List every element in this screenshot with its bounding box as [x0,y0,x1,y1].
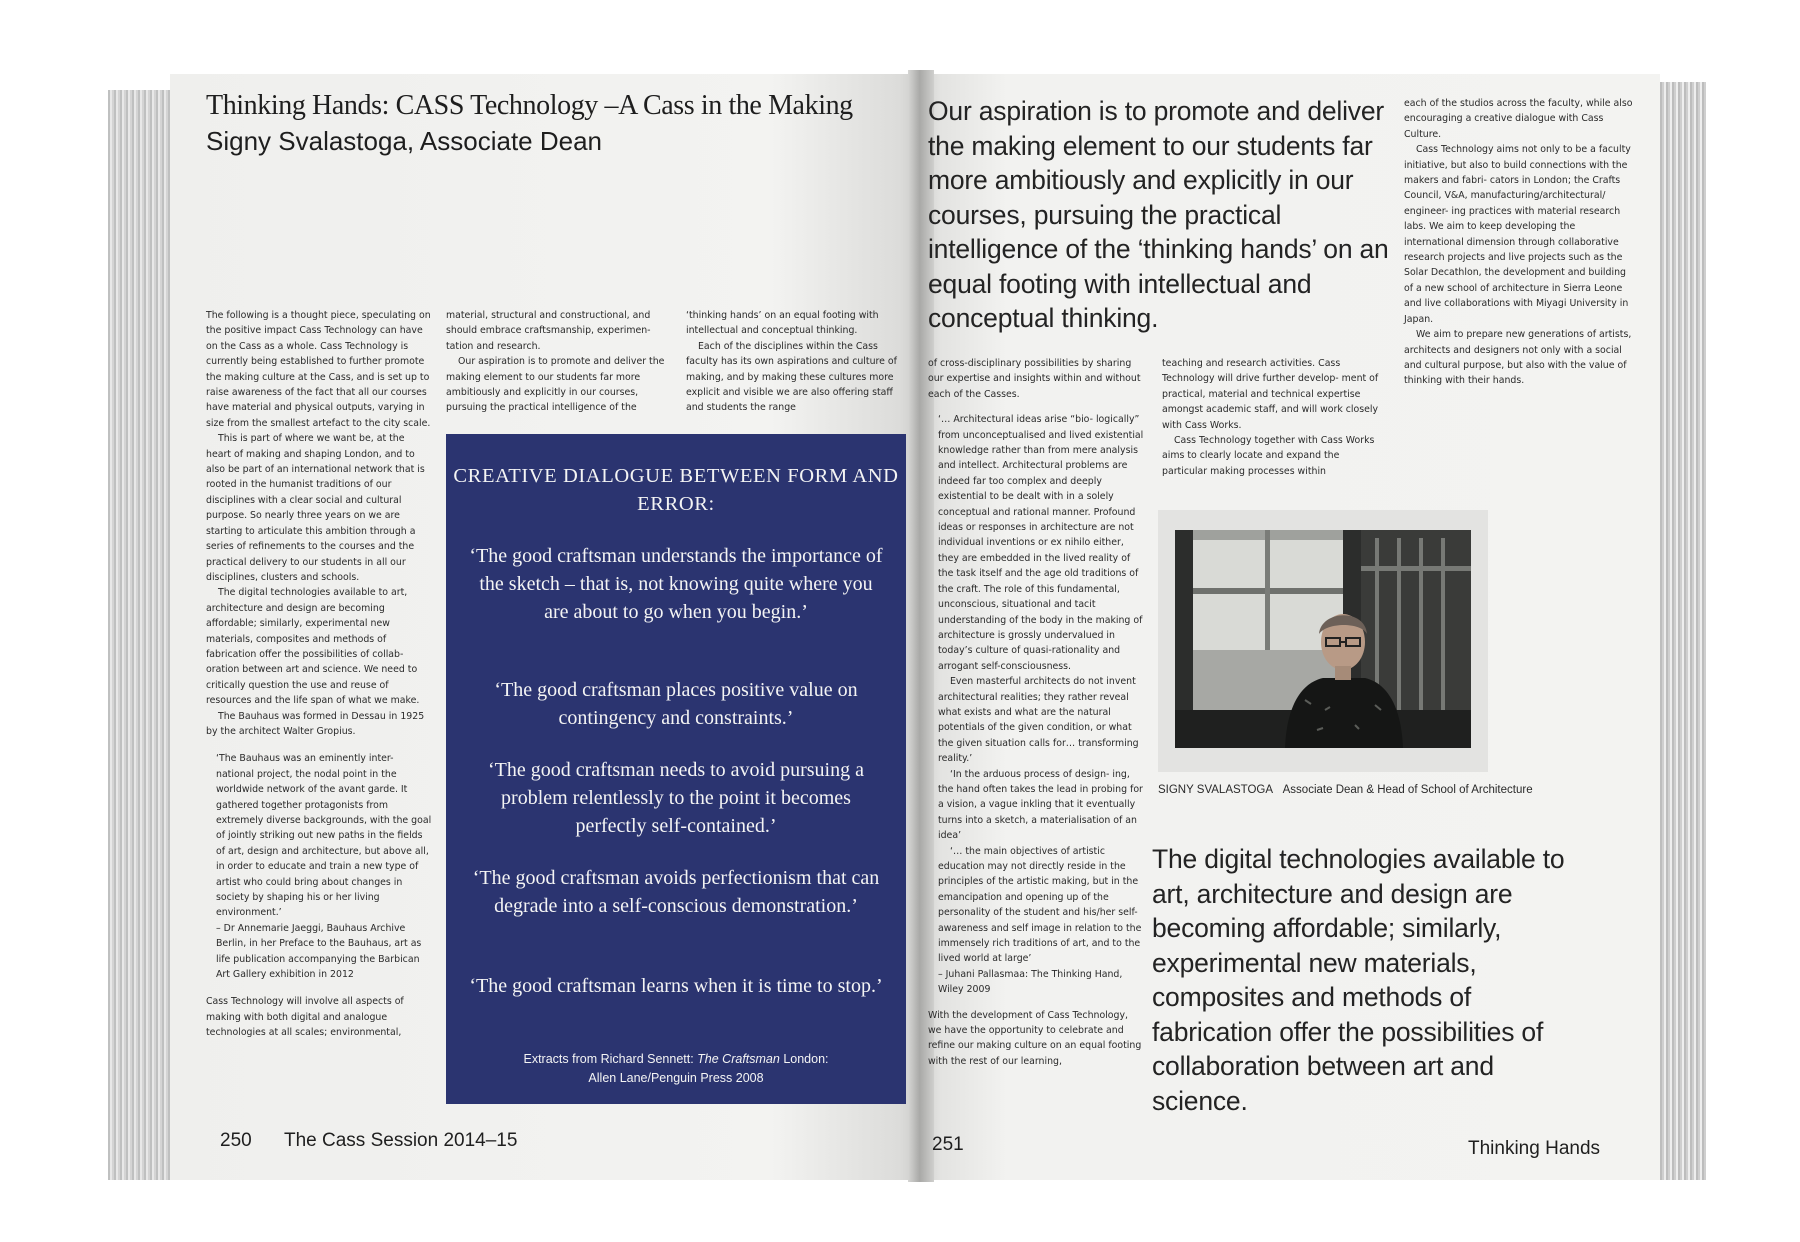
paragraph: ‘thinking hands’ on an equal footing with intellectual and conceptual thinking. [686,310,879,337]
paragraph: each of the studios across the faculty, while also encouraging a creative dialogue with Cass Culture. [1404,98,1633,140]
pull-quote-bottom: The digital technologies available to art, architecture and design are becoming affordable; similarly, experimental new materials, composites and methods of fabrication offer the possibilities of collaboration between art and science. [1152,844,1565,1116]
credit-book-title: The Craftsman [697,1052,780,1066]
paragraph: material, structural and constructional, and should embrace craftsmanship, experimen- tation and research. [446,310,651,352]
paragraph: Each of the disciplines within the Cass faculty has its own aspirations and culture of making, and by making these cultures more explicit and visible we are also offering staff and students the range [686,340,897,414]
pallasmaa-quote: ‘… the main objectives of artistic education may not directly reside in the principles of the artistic making, but in the emancipation and opening up of the personality of the student and his/her self-awareness and self image in relation to the immensely rich traditions of art, and to the lived world at large’ [938,845,1142,965]
pallasmaa-quote: ‘… Architectural ideas arise “bio- logically” from unconceptualised and lived existential knowledge rather than from mere analysis and intellect. Architectural problems are indeed far too complex and deeply existential to be dealt with in a solely conceptual and rational manner. Profound ideas or responses in architecture are not individual inventions or ex nihilo either, they are embedded in the lived reality of the task itself and the age old traditions of the craft. The role of this fundamental, unconscious, situational and tacit understanding of the body in the making of architecture is grossly undervalued in today’s culture of quasi-rationality and arrogant self-consciousness. [938,414,1144,672]
left-column-2 [446,308,674,416]
paragraph: The Bauhaus was formed in Dessau in 1925 by the architect Walter Gropius. [206,710,425,737]
craftsman-quote: ‘The good craftsman places positive value on contingency and constraints.’ [494,679,858,729]
portrait-illustration [1175,530,1471,748]
pallasmaa-quote: Even masterful architects do not invent architectural realities; they rather reveal what exists and what are the natural potentials of the given condition, or what the given situation calls for… transforming reality.’ [938,676,1139,765]
craftsman-quote: ‘The good craftsman understands the importance of the sketch – that is, not knowing quite where you are about to go when you begin.’ [469,545,883,623]
running-head-right: Thinking Hands [1468,1138,1601,1159]
left-column-3 [686,308,904,416]
paragraph: The following is a thought piece, speculating on the positive impact Cass Technology can have on the Cass as a whole. Cass Technology is currently being established to further promote the making culture at the Cass, and is set up to raise awareness of the fact that all our courses have material and physical outputs, varying in size from the smallest artefact to the city scale. [206,310,431,429]
page-number-left: 250 [220,1130,252,1151]
quote-attribution: – Dr Annemarie Jaeggi, Bauhaus Archive Berlin, in her Preface to the Bauhaus, art as life publication accompanying the Barbican Art Gallery exhibition in 2012 [216,922,422,981]
right-column-2 [1162,356,1380,479]
paragraph: teaching and research activities. Cass Technology will drive further develop- ment of practical, material and technical expertise amongst academic staff, and will work closely with Cass Works. [1162,358,1379,431]
credit-suffix: London: [779,1052,829,1066]
paragraph: We aim to prepare new generations of artists, architects and designers not only with a social and cultural purpose, but also with the value of thinking with their hands. [1404,329,1632,387]
paragraph: of cross-disciplinary possibilities by sharing our expertise and insights within and without each of the Casses. [928,358,1141,400]
article-byline: Signy Svalastoga, Associate Dean [206,126,603,156]
craftsman-quote: ‘The good craftsman learns when it is time to stop.’ [469,975,883,997]
page-number-right: 251 [932,1134,964,1155]
credit-prefix: Extracts from Richard Sennett: [523,1052,698,1066]
pull-quote-top: Our aspiration is to promote and deliver the making element to our students far more ambitiously and explicitly in our courses, pursuing the practical intelligence of the ‘thinking hands’ on an equal footing with intellectual and conceptual thinking. [928,96,1389,333]
portrait-photo [1175,530,1471,748]
paragraph: The digital technologies available to art, architecture and design are becoming affordable; similarly, experimental new materials, composites and methods of fabrication offer the possibilities of collab- oration between art and science. We need to critically question the use and reuse of resources and the life span of what we make. [206,587,420,707]
right-column-1 [928,356,1144,1069]
paragraph: With the development of Cass Technology, we have the opportunity to celebrate and refine our making culture on an equal footing with the rest of our learning, [928,1009,1142,1067]
paragraph: Cass Technology together with Cass Works aims to clearly locate and expand the particular making processes within [1162,435,1375,477]
right-column-3 [1404,96,1636,389]
left-column-1 [206,308,432,1041]
paragraph: This is part of where we want be, at the heart of making and shaping London, and to also be part of an international network that is rooted in the humanist traditions of our disciplines with a clear social and cultural purpose. So nearly three years on we are starting to articulate this ambition through a series of refinements to the courses and the practical delivery to our students in all our disciplines, clusters and schools. [206,433,425,583]
caption-name: SIGNY SVALASTOGA [1158,784,1274,796]
paragraph: Cass Technology will involve all aspects of making with both digital and analogue technologies at all scales; environmental, [206,996,404,1039]
sennett-quote-box [446,434,906,1104]
quote-attribution: – Juhani Pallasmaa: The Thinking Hand, Wiley 2009 [938,968,1123,996]
book-page-edges-left [108,90,178,1180]
caption-role: Associate Dean & Head of School of Architecture [1282,784,1533,796]
photo-caption [1158,782,1538,799]
paragraph: Our aspiration is to promote and deliver the making element to our students far more ambitiously and explicitly in our courses, pursuing the practical intelligence of the [446,356,665,414]
paragraph: Cass Technology aims not only to be a faculty initiative, but also to build connections with the makers and fabri- cators in London; the Crafts Council, V&A, manufacturing/architectural/ engineer- ing practices with material research labs. We aim to keep developing the international dimension through collaborative research projects and live projects such as the Solar Decathlon, the development and building of a new school of architecture in Sierra Leone and live collaborations with Miyagi University in Japan. [1404,144,1631,325]
craftsman-quote: ‘The good craftsman avoids perfectionism that can degrade into a self-conscious demonstration.’ [472,867,880,917]
pallasmaa-quote: ‘In the arduous process of design- ing, the hand often takes the lead in probing for a vision, a vague inkling that it eventually turns into a sketch, a materialisation of an idea’ [938,768,1143,842]
quote-box-credit [446,1050,906,1088]
article-title: Thinking Hands: CASS Technology –A Cass in the Making [206,90,853,121]
running-head-left: The Cass Session 2014–15 [284,1130,518,1151]
quote-box-heading: CREATIVE DIALOGUE BETWEEN FORM AND ERROR: [453,465,899,515]
craftsman-quote: ‘The good craftsman needs to avoid pursuing a problem relentlessly to the point it becomes perfectly self-contained.’ [487,759,864,837]
bauhaus-quote: ‘The Bauhaus was an eminently inter- national project, the nodal point in the worldwide network of the avant garde. It gathered together protagonists from extremely diverse backgrounds, with the goal of jointly striking out new paths in the fields of art, design and architecture, but above all, in order to educate and train a new type of artist who could bring about changes in society by shaping his or her living environment.’ [216,753,432,919]
credit-publisher: Allen Lane/Penguin Press 2008 [588,1071,764,1085]
